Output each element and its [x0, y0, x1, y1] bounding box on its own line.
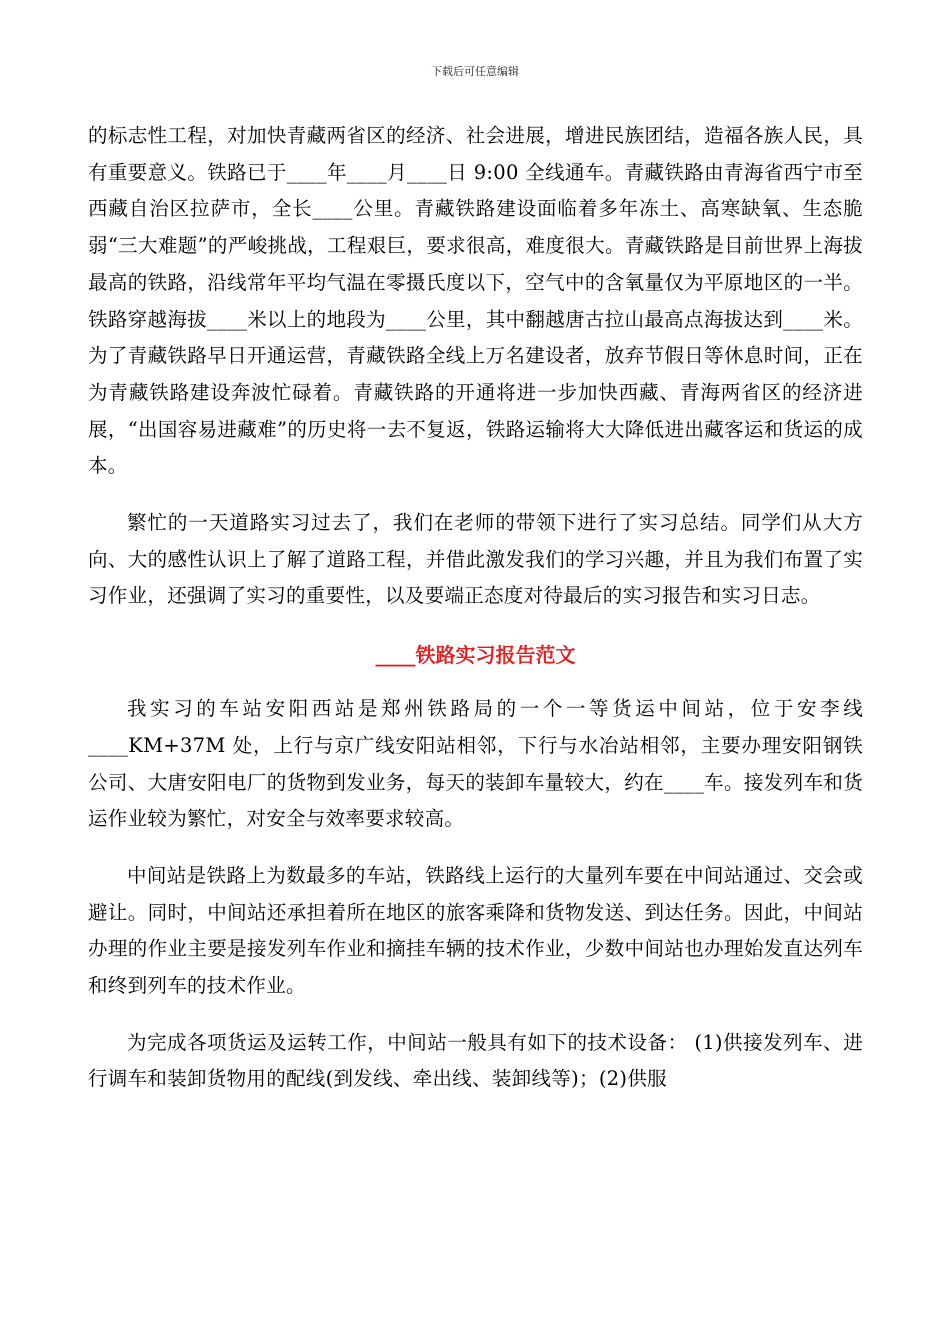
- paragraph-technical-equipment: 为完成各项货运及运转工作，中间站一般具有如下的技术设备： (1)供接发列车、进行调车和装卸货物用的配线(到发线、牵出线、装卸线等)；(2)供服: [88, 1030, 863, 1091]
- section-heading: ____铁路实习报告范文: [375, 643, 576, 668]
- document-body: [88, 118, 863, 1098]
- page-header-note: 下载后可任意编辑: [431, 65, 519, 78]
- paragraph-anyang-west-station: 我实习的车站安阳西站是郑州铁路局的一个一等货运中间站，位于安李线____KM+37M 处，上行与京广线安阳站相邻，下行与水冶站相邻，主要办理安阳钢铁公司、大唐安阳电厂的货物到发业务，每天的装卸车量较大，约在____车。接发列车和货运作业较为繁忙，对安全与效率要求较高。: [88, 697, 863, 831]
- paragraph-intermediate-station: 中间站是铁路上为数最多的车站，铁路线上运行的大量列车要在中间站通过、交会或避让。同时，中间站还承担着所在地区的旅客乘降和货物发送、到达任务。因此，中间站办理的作业主要是接发列车作业和摘挂车辆的技术作业，少数中间站也办理始发直达列车和终到列车的技术作业。: [88, 863, 863, 998]
- paragraph-internship-summary: 繁忙的一天道路实习过去了，我们在老师的带领下进行了实习总结。同学们从大方向、大的感性认识上了解了道路工程，并借此激发我们的学习兴趣，并且为我们布置了实习作业，还强调了实习的重要性，以及要端正态度对待最后的实习报告和实习日志。: [88, 511, 863, 608]
- paragraph-qinghai-tibet-railway: 的标志性工程，对加快青藏两省区的经济、社会进展，增进民族团结，造福各族人民，具有重要意义。铁路已于____年____月____日 9:00 全线通车。青藏铁路由青海省西宁市至西藏自治区拉萨市，全长____公里。青藏铁路建设面临着多年冻土、高寒缺氧、生态脆弱“三大难题”的严峻挑战，工程艰巨，要求很高，难度很大。青藏铁路是目前世界上海拔最高的铁路，沿线常年平均气温在零摄氏度以下，空气中的含氧量仅为平原地区的一半。铁路穿越海拔____米以上的地段为____公里，其中翻越唐古拉山最高点海拔达到____米。为了青藏铁路早日开通运营，青藏铁路全线上万名建设者，放弃节假日等休息时间，正在为青藏铁路建设奔波忙碌着。青藏铁路的开通将进一步加快西藏、青海两省区的经济进展，“出国容易进藏难”的历史将一去不复返，铁路运输将大大降低进出藏客运和货运的成本。: [88, 124, 863, 478]
